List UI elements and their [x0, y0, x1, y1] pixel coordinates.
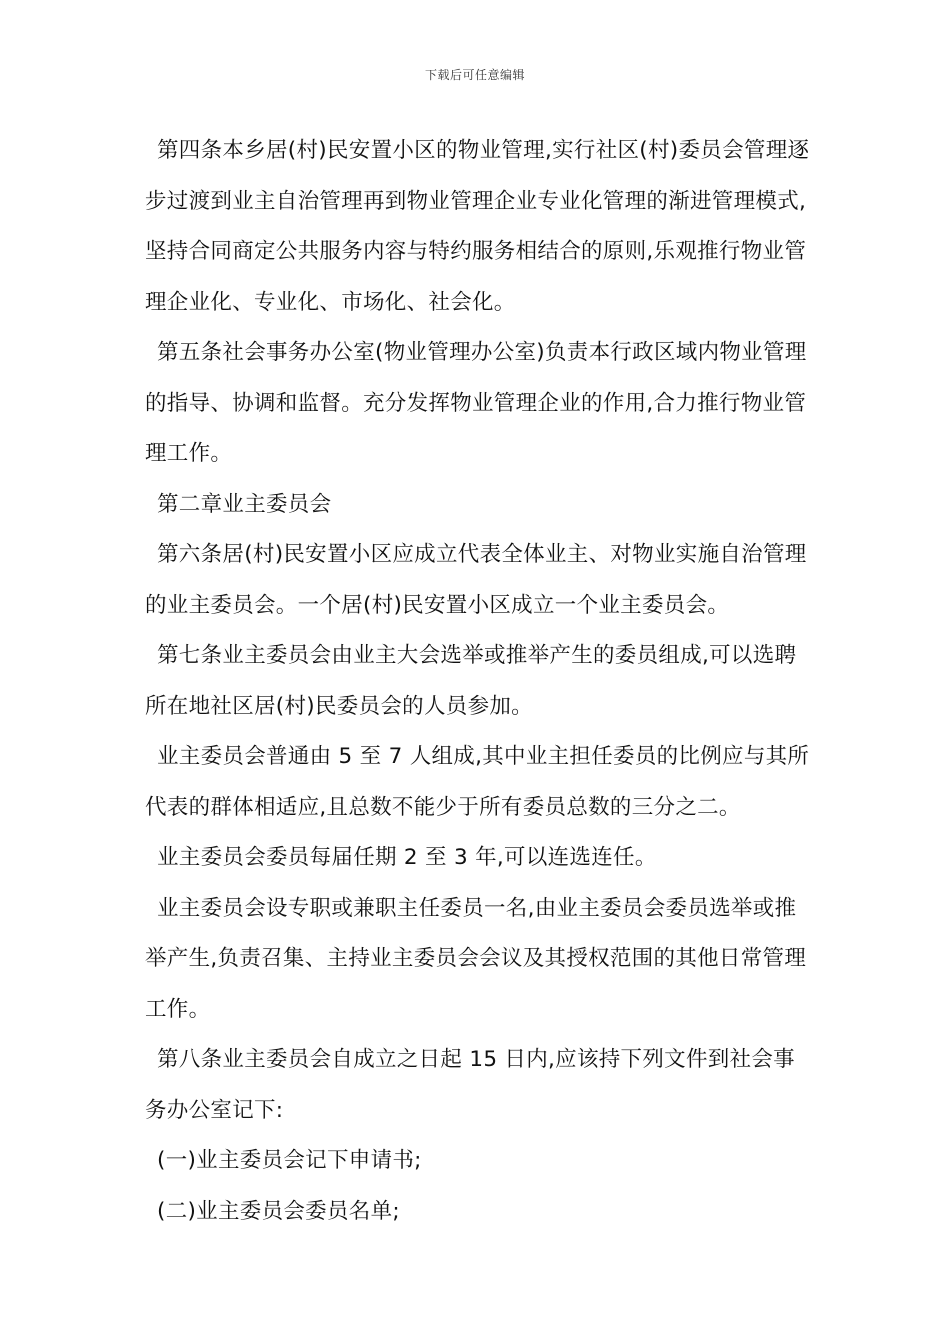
list-item-2: (二)业主委员会委员名单;	[157, 1198, 400, 1224]
article-6-paragraph: 第六条居(村)民安置小区应成立代表全体业主、对物业实施自治管理的业主委员会。一个居(村)民安置小区成立一个业主委员会。	[145, 542, 807, 618]
committee-chair-paragraph: 业主委员会设专职或兼职主任委员一名,由业主委员会委员选举或推举产生,负责召集、主持业主委员会会议及其授权范围的其他日常管理工作。	[145, 895, 807, 1022]
chapter-2-heading: 第二章业主委员会	[157, 491, 332, 517]
article-4-paragraph: 第四条本乡居(村)民安置小区的物业管理,实行社区(村)委员会管理逐步过渡到业主自治管理再到物业管理企业专业化管理的渐进管理模式,坚持合同商定公共服务内容与特约服务相结合的原则,乐观推行物业管理企业化、专业化、市场化、社会化。	[145, 138, 810, 315]
committee-size-paragraph: 业主委员会普通由 5 至 7 人组成,其中业主担任委员的比例应与其所代表的群体相适应,且总数不能少于所有委员总数的三分之二。	[145, 744, 810, 820]
article-7-paragraph: 第七条业主委员会由业主大会选举或推举产生的委员组成,可以选聘所在地社区居(村)民委员会的人员参加。	[145, 643, 797, 719]
document-body	[145, 126, 810, 1237]
article-8-paragraph: 第八条业主委员会自成立之日起 15 日内,应该持下列文件到社会事务办公室记下:	[145, 1047, 795, 1123]
article-5-paragraph: 第五条社会事务办公室(物业管理办公室)负责本行政区域内物业管理的指导、协调和监督。充分发挥物业管理企业的作用,合力推行物业管理工作。	[145, 340, 807, 466]
page-header: 下载后可任意编辑	[424, 68, 525, 82]
committee-term-paragraph: 业主委员会委员每届任期 2 至 3 年,可以连选连任。	[157, 845, 657, 870]
list-item-1: (一)业主委员会记下申请书;	[157, 1148, 422, 1173]
